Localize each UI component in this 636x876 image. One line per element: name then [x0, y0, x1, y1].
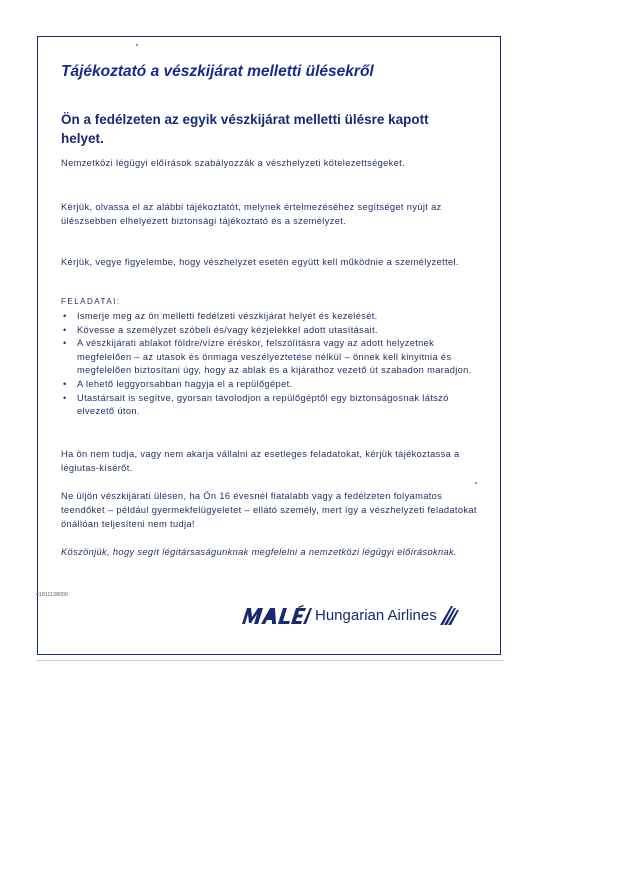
list-item	[61, 324, 479, 338]
paragraph-thanks: Köszönjük, hogy segít légitársaságunknak megfelelni a nemzetközi légügyi előírásoknak.	[61, 547, 457, 557]
page-title: Tájékoztató a vészkijárat melletti ülésekről	[61, 63, 374, 80]
paragraph-regulations: Nemzetközi légügyi előírások szabályozzák a vészhelyzeti kötelezettségeket.	[61, 158, 406, 168]
wing-logo-icon	[439, 604, 459, 626]
list-item-text: A lehető leggyorsabban hagyja el a repülőgépet.	[77, 378, 293, 389]
list-item-text: A vészkijárati ablakot földre/vízre éréskor, felszólításra vagy az adott helyzetnek megfelelően – az utasok és önmaga veszélyeztetése nélkül – önnek kell kinyitnia és megfelelően biztosítani úgy, hogy az ablak és a kijárathoz vezető út szabadon maradjon.	[77, 338, 472, 376]
bullet-icon: •	[63, 324, 67, 335]
bullet-icon: •	[63, 311, 67, 321]
scan-artifact	[136, 44, 138, 46]
airline-name: Hungarian Airlines	[315, 606, 437, 624]
bullet-icon: •	[63, 378, 67, 389]
list-item	[61, 392, 479, 419]
paragraph-cooperate: Kérjük, vegye figyelembe, hogy vészhelyzet esetén együtt kell működnie a személyzettel.	[61, 257, 459, 267]
bullet-icon: •	[63, 338, 67, 349]
paragraph-decline: Ha ön nem tudja, vagy nem akarja vállalni az esetleges feladatokat, kérjük tájékoztassa a légiutas-kísérőt.	[61, 449, 460, 473]
airline-logo	[240, 604, 459, 626]
list-item-text: Ismerje meg az ön melletti fedélzeti vészkijárat helyét és kezelését.	[77, 311, 378, 321]
tasks-label: FELADATAI:	[61, 297, 121, 306]
tasks-list	[61, 310, 479, 419]
headline: Ön a fedélzeten az egyik vészkijárat melletti ülésre kapott helyet.	[61, 112, 429, 146]
list-item-text: Utastársait is segítve, gyorsan távolodjon a repülőgéptől egy biztonságosnak látszó elvezető úton.	[77, 392, 449, 417]
bullet-icon: •	[63, 392, 67, 403]
print-code: 41811138000	[36, 592, 69, 598]
paragraph-age-warning: Ne üljön vészkijárati ülésen, ha Ön 16 évesnél fiatalabb vagy a fedélzeten folyamatos teendőket – például gyermekfelügyeletet – ellátó személy, mert így a vészhelyzeti feladatokat önállóan teljesíteni nem tudja!	[61, 491, 477, 529]
scan-artifact	[475, 482, 477, 484]
paragraph-read-info: Kérjük, olvassa el az alábbi tájékoztatót, melynek értelmezéséhez segítséget nyújt az ülészsebben elhelyezett biztonsági tájékoztató és a személyzet.	[61, 202, 442, 226]
list-item	[61, 337, 479, 378]
divider	[36, 660, 504, 661]
list-item	[61, 310, 479, 324]
malev-logo-icon	[240, 605, 312, 625]
list-item	[61, 378, 479, 392]
info-card	[37, 36, 501, 655]
list-item-text: Kövesse a személyzet szóbeli és/vagy kézjelekkel adott utasításait.	[77, 324, 378, 335]
